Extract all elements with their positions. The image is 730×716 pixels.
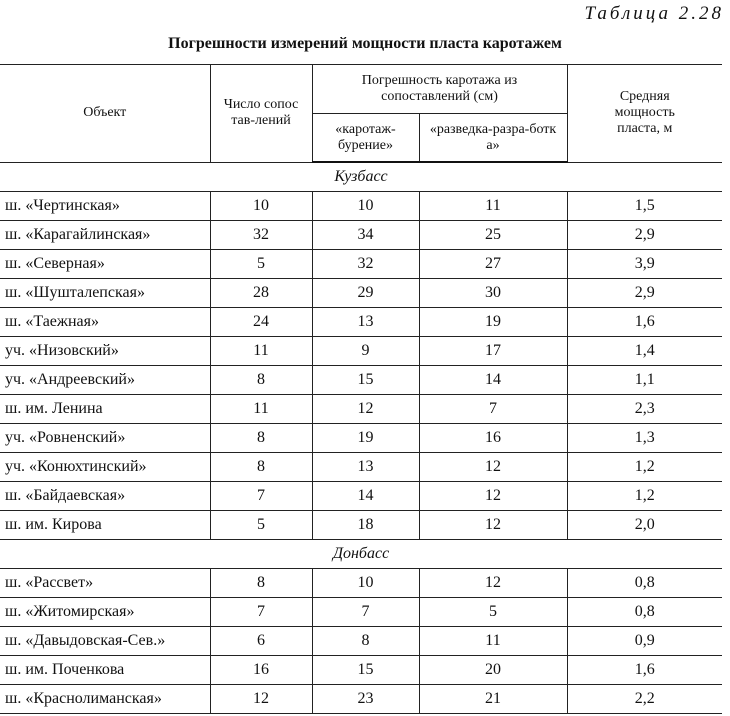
table-row bbox=[0, 453, 722, 482]
region-name: Кузбасс bbox=[0, 162, 722, 192]
cell-object: ш. «Таежная» bbox=[0, 308, 210, 337]
cell-count: 12 bbox=[210, 685, 312, 714]
cell-error-exploration: 12 bbox=[419, 482, 567, 511]
cell-thickness: 1,5 bbox=[567, 192, 722, 221]
cell-error-exploration: 12 bbox=[419, 453, 567, 482]
cell-error-logging: 13 bbox=[312, 453, 419, 482]
cell-count: 8 bbox=[210, 424, 312, 453]
header-thickness: Средняя мощность пласта, м bbox=[567, 65, 722, 163]
cell-count: 8 bbox=[210, 569, 312, 598]
header-exploration-mining: «разведка-разра-ботка» bbox=[419, 114, 567, 163]
header-logging-drilling: «каротаж-бурение» bbox=[312, 114, 419, 163]
cell-error-exploration: 30 bbox=[419, 279, 567, 308]
cell-error-exploration: 5 bbox=[419, 598, 567, 627]
table-row bbox=[0, 366, 722, 395]
cell-count: 11 bbox=[210, 337, 312, 366]
cell-error-logging: 23 bbox=[312, 685, 419, 714]
cell-count: 8 bbox=[210, 366, 312, 395]
table-row bbox=[0, 308, 722, 337]
cell-object: уч. «Ровненский» bbox=[0, 424, 210, 453]
cell-count: 28 bbox=[210, 279, 312, 308]
cell-count: 10 bbox=[210, 192, 312, 221]
cell-error-logging: 10 bbox=[312, 192, 419, 221]
cell-thickness: 2,9 bbox=[567, 221, 722, 250]
cell-count: 5 bbox=[210, 250, 312, 279]
cell-thickness: 1,3 bbox=[567, 424, 722, 453]
region-row bbox=[0, 162, 722, 192]
cell-count: 16 bbox=[210, 656, 312, 685]
cell-thickness: 3,9 bbox=[567, 250, 722, 279]
cell-thickness: 1,6 bbox=[567, 308, 722, 337]
cell-error-exploration: 7 bbox=[419, 395, 567, 424]
cell-error-logging: 15 bbox=[312, 366, 419, 395]
table-row bbox=[0, 279, 722, 308]
cell-object: ш. им. Ленина bbox=[0, 395, 210, 424]
region-row bbox=[0, 540, 722, 569]
cell-error-exploration: 16 bbox=[419, 424, 567, 453]
cell-thickness: 0,8 bbox=[567, 569, 722, 598]
table-row bbox=[0, 221, 722, 250]
table-row bbox=[0, 192, 722, 221]
region-name: Донбасс bbox=[0, 540, 722, 569]
cell-object: уч. «Андреевский» bbox=[0, 366, 210, 395]
cell-thickness: 0,9 bbox=[567, 627, 722, 656]
cell-count: 24 bbox=[210, 308, 312, 337]
cell-count: 8 bbox=[210, 453, 312, 482]
cell-error-logging: 29 bbox=[312, 279, 419, 308]
cell-error-exploration: 21 bbox=[419, 685, 567, 714]
cell-count: 11 bbox=[210, 395, 312, 424]
table-row bbox=[0, 511, 722, 540]
cell-object: ш. им. Поченкова bbox=[0, 656, 210, 685]
cell-error-logging: 7 bbox=[312, 598, 419, 627]
cell-error-exploration: 20 bbox=[419, 656, 567, 685]
table-row bbox=[0, 569, 722, 598]
table-row bbox=[0, 250, 722, 279]
cell-thickness: 1,4 bbox=[567, 337, 722, 366]
cell-error-exploration: 11 bbox=[419, 192, 567, 221]
cell-error-logging: 32 bbox=[312, 250, 419, 279]
cell-count: 6 bbox=[210, 627, 312, 656]
cell-thickness: 1,2 bbox=[567, 482, 722, 511]
table-number: Таблица 2.28 bbox=[584, 3, 724, 24]
table-row bbox=[0, 482, 722, 511]
cell-object: ш. «Житомирская» bbox=[0, 598, 210, 627]
cell-error-logging: 9 bbox=[312, 337, 419, 366]
cell-error-exploration: 11 bbox=[419, 627, 567, 656]
cell-thickness: 2,9 bbox=[567, 279, 722, 308]
cell-error-logging: 34 bbox=[312, 221, 419, 250]
cell-error-logging: 13 bbox=[312, 308, 419, 337]
cell-object: уч. «Низовский» bbox=[0, 337, 210, 366]
header-count: Число сопостав-лений bbox=[210, 65, 312, 163]
cell-count: 7 bbox=[210, 482, 312, 511]
cell-thickness: 2,2 bbox=[567, 685, 722, 714]
cell-thickness: 2,0 bbox=[567, 511, 722, 540]
cell-error-logging: 18 bbox=[312, 511, 419, 540]
cell-thickness: 2,3 bbox=[567, 395, 722, 424]
cell-thickness: 1,6 bbox=[567, 656, 722, 685]
cell-count: 7 bbox=[210, 598, 312, 627]
cell-object: уч. «Конюхтинский» bbox=[0, 453, 210, 482]
cell-error-exploration: 19 bbox=[419, 308, 567, 337]
table-row bbox=[0, 598, 722, 627]
cell-error-exploration: 17 bbox=[419, 337, 567, 366]
cell-error-exploration: 14 bbox=[419, 366, 567, 395]
cell-object: ш. «Северная» bbox=[0, 250, 210, 279]
cell-error-logging: 14 bbox=[312, 482, 419, 511]
cell-object: ш. «Шушталепская» bbox=[0, 279, 210, 308]
cell-object: ш. «Байдаевская» bbox=[0, 482, 210, 511]
cell-error-exploration: 27 bbox=[419, 250, 567, 279]
cell-error-logging: 12 bbox=[312, 395, 419, 424]
table-body bbox=[0, 162, 722, 714]
table-row bbox=[0, 424, 722, 453]
table-row bbox=[0, 627, 722, 656]
cell-object: ш. «Давыдовская-Сев.» bbox=[0, 627, 210, 656]
table-row bbox=[0, 685, 722, 714]
table-row bbox=[0, 395, 722, 424]
cell-error-logging: 10 bbox=[312, 569, 419, 598]
cell-thickness: 1,2 bbox=[567, 453, 722, 482]
cell-object: ш. «Краснолиманская» bbox=[0, 685, 210, 714]
cell-error-logging: 19 bbox=[312, 424, 419, 453]
header-error-group: Погрешность каротажа из сопоставлений (см) bbox=[312, 65, 567, 114]
table-title: Погрешности измерений мощности пласта каротажем bbox=[168, 35, 562, 52]
cell-object: ш. «Карагайлинская» bbox=[0, 221, 210, 250]
table-row bbox=[0, 337, 722, 366]
cell-count: 32 bbox=[210, 221, 312, 250]
cell-object: ш. им. Кирова bbox=[0, 511, 210, 540]
table-row bbox=[0, 656, 722, 685]
cell-error-exploration: 25 bbox=[419, 221, 567, 250]
cell-object: ш. «Чертинская» bbox=[0, 192, 210, 221]
cell-error-logging: 8 bbox=[312, 627, 419, 656]
cell-error-exploration: 12 bbox=[419, 511, 567, 540]
header-object: Объект bbox=[0, 65, 210, 163]
cell-object: ш. «Рассвет» bbox=[0, 569, 210, 598]
cell-error-logging: 15 bbox=[312, 656, 419, 685]
cell-thickness: 0,8 bbox=[567, 598, 722, 627]
cell-error-exploration: 12 bbox=[419, 569, 567, 598]
cell-thickness: 1,1 bbox=[567, 366, 722, 395]
cell-count: 5 bbox=[210, 511, 312, 540]
measurement-error-table bbox=[0, 64, 722, 714]
